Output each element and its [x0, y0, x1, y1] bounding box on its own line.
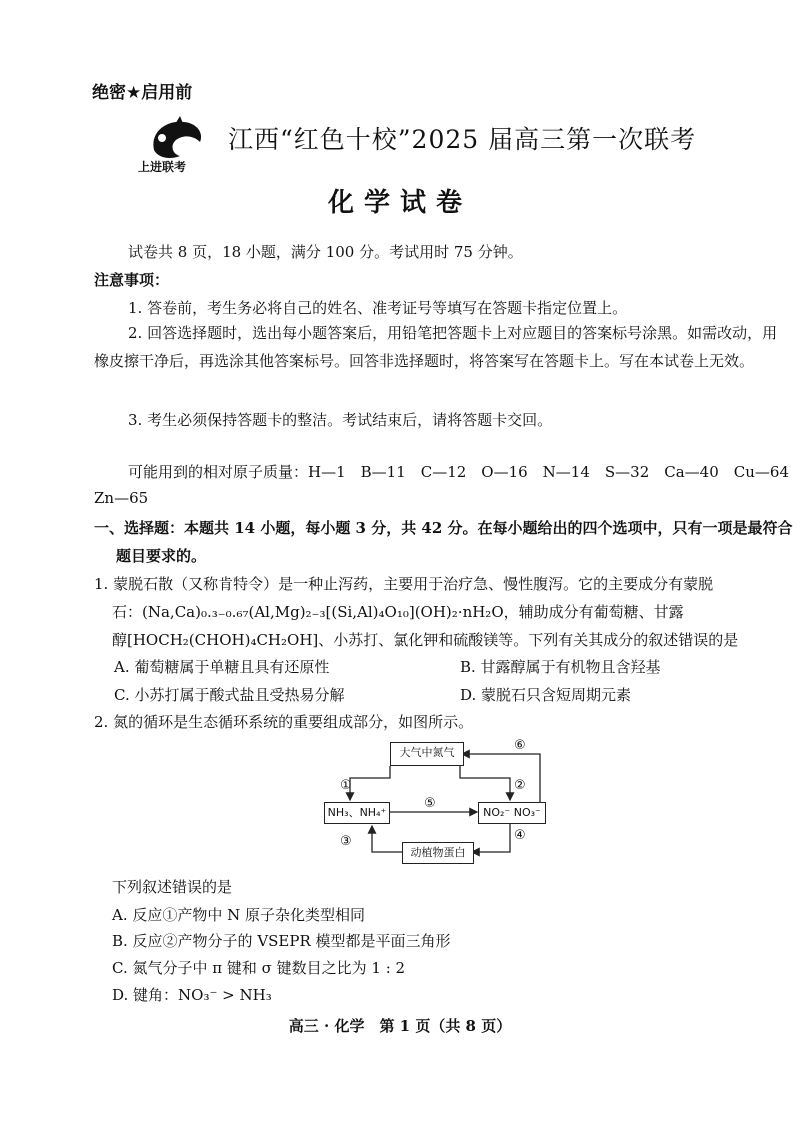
exam-title: 江西“红色十校”2025 届高三第一次联考: [228, 125, 697, 154]
ammonia-box: NH₃、NH₄⁺: [324, 802, 390, 824]
question-1-stem: 1. 蒙脱石散（又称肯特令）是一种止泻药，主要用于治疗急、慢性腹泻。它的主要成分有蒙脱: [94, 575, 714, 593]
q1-option-b: B. 甘露醇属于有机物且含羟基: [460, 658, 661, 676]
notes-heading: 注意事项：: [94, 271, 170, 289]
atmosphere-nitrogen-box: 大气中氮气: [390, 742, 464, 766]
secret-label: 绝密★启用前: [92, 83, 193, 103]
question-1-formula: 石：(Na,Ca)₀.₃₋₀.₆₇(Al,Mg)₂₋₃[(Si,Al)₄O₁₀](OH)₂·nH₂O，辅助成分有葡萄糖、甘露: [112, 603, 684, 621]
q2-option-c: C. 氮气分子中 π 键和 σ 键数目之比为 1 : 2: [112, 959, 406, 977]
arrow-label: ②: [514, 778, 526, 793]
question-2-stem: 2. 氮的循环是生态循环系统的重要组成部分，如图所示。: [94, 713, 474, 731]
atomic-masses-cont: Zn—65: [94, 489, 149, 507]
section-heading: 一、选择题：本题共 14 小题，每小题 3 分，共 42 分。在每小题给出的四个选项中，只有一项是最符合: [94, 519, 793, 537]
q1-option-d: D. 蒙脱石只含短周期元素: [460, 686, 632, 704]
arrow-label: ①: [340, 778, 352, 793]
protein-box: 动植物蛋白: [402, 842, 474, 864]
logo-text: 上进联考: [138, 160, 187, 174]
note-item: 2. 回答选择题时，选出每小题答案后，用铅笔把答题卡上对应题目的答案标号涂黑。如需改动，用橡皮擦干净后，再选涂其他答案标号。回答非选择题时，将答案写在答题卡上。写在本试卷上无效。: [94, 324, 778, 370]
arrow-label: ⑥: [514, 738, 526, 753]
q2-option-d: D. 键角：NO₃⁻ > NH₃: [112, 986, 272, 1004]
q2-option-b: B. 反应②产物分子的 VSEPR 模型都是平面三角形: [112, 932, 451, 950]
atomic-masses: 可能用到的相对原子质量：H—1 B—11 C—12 O—16 N—14 S—32 Ca—40 Cu—64: [128, 463, 789, 481]
exam-info: 试卷共 8 页，18 小题，满分 100 分。考试用时 75 分钟。: [128, 243, 523, 261]
question-1-stem-cont: 醇[HOCH₂(CHOH)₄CH₂OH]、小苏打、氯化钾和硫酸镁等。下列有关其成分的叙述错误的是: [112, 631, 739, 649]
subject-title: 化学试卷: [327, 188, 472, 218]
q1-option-c: C. 小苏打属于酸式盐且受热易分解: [114, 686, 345, 704]
q1-option-a: A. 葡萄糖属于单糖且具有还原性: [114, 658, 330, 676]
q2-option-a: A. 反应①产物中 N 原子杂化类型相同: [112, 906, 366, 924]
arrow-label: ⑤: [424, 796, 436, 811]
note-item: 1. 答卷前，考生务必将自己的姓名、准考证号等填写在答题卡指定位置上。: [128, 299, 628, 317]
question-2-prompt: 下列叙述错误的是: [112, 878, 233, 896]
nitrogen-cycle-diagram: [322, 734, 550, 866]
section-heading-cont: 题目要求的。: [116, 547, 207, 565]
arrow-label: ③: [340, 834, 352, 849]
nitrite-nitrate-box: NO₂⁻ NO₃⁻: [478, 802, 546, 824]
arrow-label: ④: [514, 828, 526, 843]
note-item: 3. 考生必须保持答题卡的整洁。考试结束后，请将答题卡交回。: [128, 411, 553, 429]
page-footer: 高三 · 化学 第 1 页（共 8 页）: [288, 1017, 512, 1035]
